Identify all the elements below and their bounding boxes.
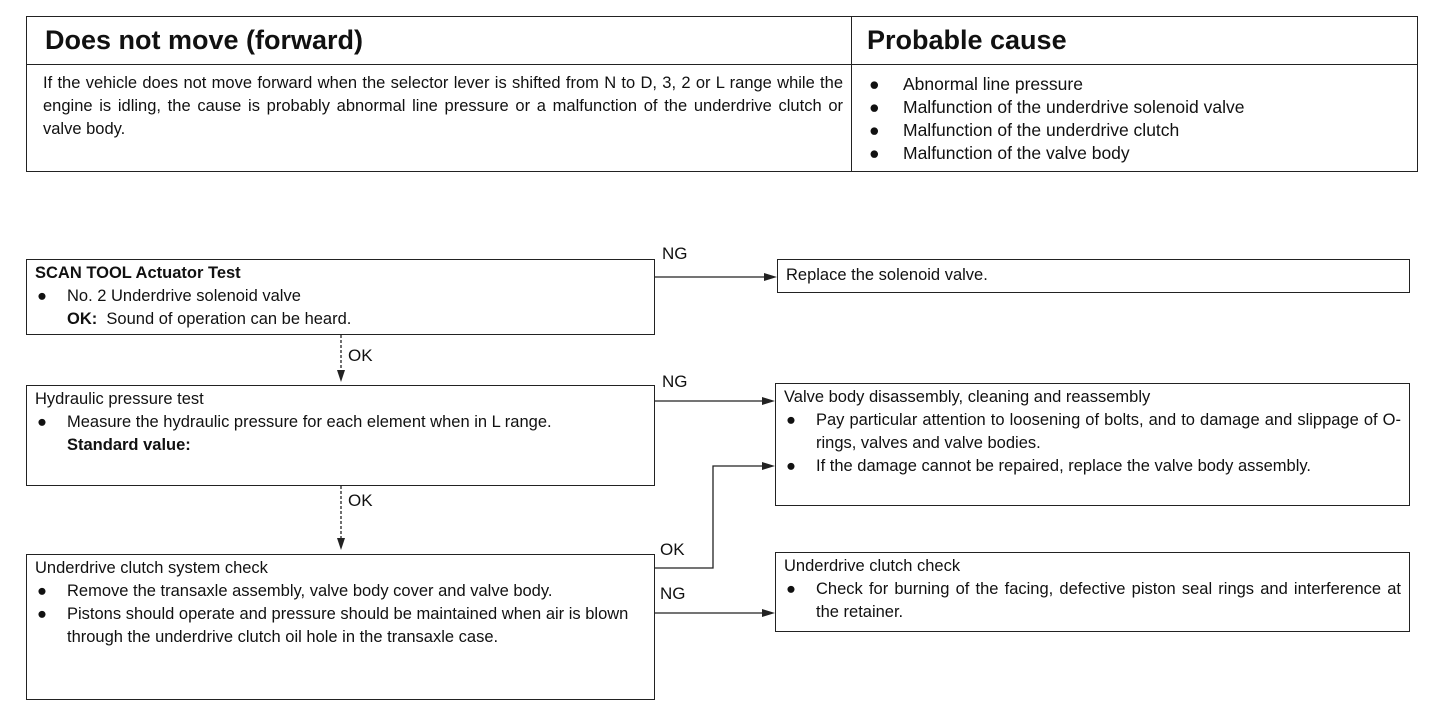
cause-item: ● Malfunction of the underdrive solenoid valve	[869, 97, 1245, 117]
arrow-head	[762, 397, 775, 405]
step-title: SCAN TOOL Actuator Test	[35, 264, 241, 282]
step-underdrive-clutch-system-check	[26, 554, 655, 700]
cause-item: ● Malfunction of the valve body	[869, 143, 1130, 163]
step-title: Underdrive clutch system check	[35, 559, 268, 577]
bullet-icon: ●	[869, 97, 880, 117]
result-text: Replace the solenoid valve.	[786, 266, 988, 284]
label-ok-step3: OK	[660, 540, 685, 559]
arrow-head	[764, 273, 777, 281]
bullet-icon: ●	[869, 120, 880, 140]
standard-value-label: Standard value:	[67, 436, 191, 454]
symptom-description: If the vehicle does not move forward when the selector lever is shifted from N to D, 3, 2 or L range while the engine is idling, the cause is probably abnormal line pressure or a malfunction of the underdrive clutch or valve body.	[43, 74, 843, 138]
bullet-icon: ●	[37, 605, 47, 623]
symptom-header: Does not move (forward)	[45, 25, 364, 55]
step-bullet: ● Remove the transaxle assembly, valve body cover and valve body.	[35, 580, 646, 603]
step-bullet: ● Pistons should operate and pressure should be maintained when air is blown through the underdrive clutch oil hole in the transaxle case.	[37, 605, 629, 646]
step-hydraulic-pressure-test	[26, 385, 655, 486]
step-bullet: ● No. 2 Underdrive solenoid valve	[35, 285, 646, 308]
result-underdrive-clutch-check	[775, 552, 1410, 632]
result-bullet: ● If the damage cannot be repaired, replace the valve body assembly.	[784, 455, 1401, 478]
bullet-icon: ●	[786, 457, 796, 475]
result-valve-body-service	[775, 383, 1410, 506]
step-bullet: ● Measure the hydraulic pressure for each element when in L range.	[35, 411, 646, 434]
bullet-icon: ●	[869, 74, 880, 94]
label-ok-step1: OK	[348, 346, 373, 365]
arrow-head	[337, 538, 345, 550]
step-title: Hydraulic pressure test	[35, 390, 204, 408]
bullet-icon: ●	[786, 580, 796, 598]
bullet-icon: ●	[37, 413, 47, 431]
label-ng-step1: NG	[662, 244, 688, 263]
label-ng-step2: NG	[662, 372, 688, 391]
result-replace-solenoid-valve	[777, 259, 1410, 293]
ok-criterion: OK: Sound of operation can be heard.	[67, 310, 352, 328]
cause-item: ● Abnormal line pressure	[869, 74, 1083, 94]
step-scan-tool-actuator-test	[26, 259, 655, 335]
bullet-icon: ●	[869, 143, 880, 163]
result-bullet: ● Check for burning of the facing, defective piston seal rings and interference at the retainer.	[786, 580, 1401, 621]
bullet-icon: ●	[37, 582, 47, 600]
bullet-icon: ●	[786, 411, 796, 429]
result-bullet: ● Pay particular attention to loosening of bolts, and to damage and slippage of O-rings, valves and valve bodies.	[786, 411, 1401, 452]
result-title: Valve body disassembly, cleaning and reassembly	[784, 388, 1151, 406]
probable-cause-header: Probable cause	[867, 25, 1067, 55]
cause-item: ● Malfunction of the underdrive clutch	[869, 120, 1180, 140]
label-ok-step2: OK	[348, 491, 373, 510]
result-title: Underdrive clutch check	[784, 557, 961, 575]
bullet-icon: ●	[37, 287, 47, 305]
arrow-head	[762, 609, 775, 617]
arrow-head	[762, 462, 775, 470]
label-ng-step3: NG	[660, 584, 686, 603]
arrow-head	[337, 370, 345, 382]
